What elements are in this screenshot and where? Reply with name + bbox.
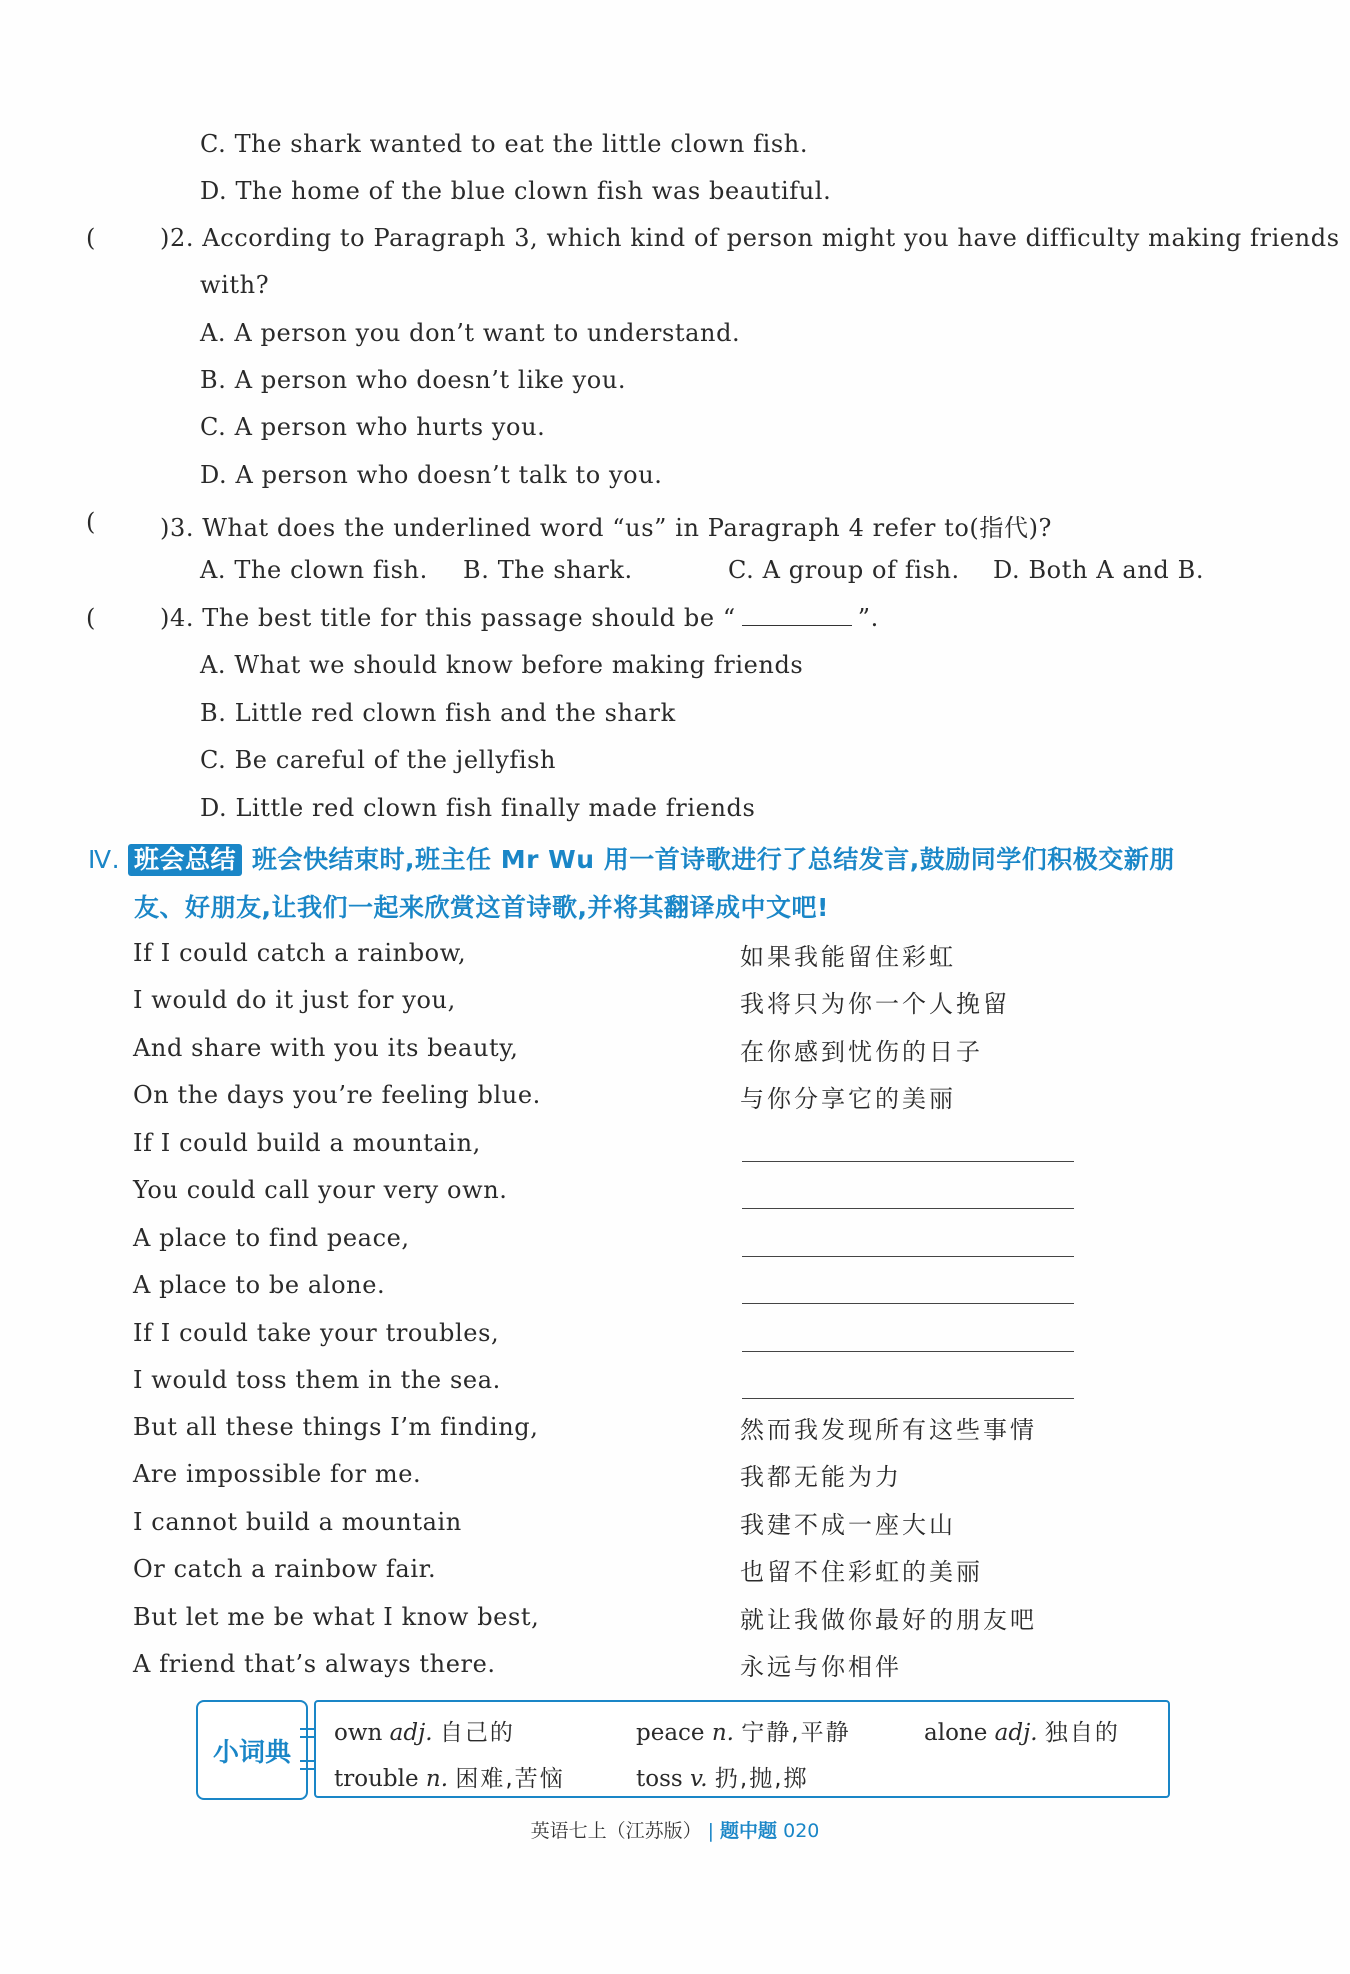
entry-pos: adj. bbox=[389, 1720, 433, 1746]
entry-word: trouble bbox=[334, 1766, 419, 1792]
poem-line-cn: 我建不成一座大山 bbox=[740, 1511, 956, 1539]
poem-line-en: On the days you’re feeling blue. bbox=[133, 1081, 541, 1109]
poem-line-en: You could call your very own. bbox=[133, 1176, 508, 1204]
poem-line-cn: 如果我能留住彩虹 bbox=[740, 943, 956, 971]
q3-option-a: A. The clown fish. bbox=[200, 556, 428, 584]
entry-pos: adj. bbox=[994, 1720, 1038, 1746]
q4-option-a: A. What we should know before making friends bbox=[200, 651, 804, 679]
poem-line-cn: 与你分享它的美丽 bbox=[740, 1085, 956, 1113]
q4-question-end: ”. bbox=[857, 604, 879, 632]
entry-pos: v. bbox=[690, 1766, 708, 1792]
poem-line-cn: 我将只为你一个人挽留 bbox=[740, 990, 1010, 1018]
poem-line-en: If I could take your troubles, bbox=[133, 1319, 500, 1347]
q2-option-a: A. A person you don’t want to understand. bbox=[200, 319, 741, 347]
footer-separator: | bbox=[707, 1820, 715, 1842]
q4-option-b: B. Little red clown fish and the shark bbox=[200, 699, 676, 727]
binder-ring bbox=[300, 1768, 314, 1770]
dictionary-entry bbox=[636, 1760, 809, 1793]
poem-line-en: If I could build a mountain, bbox=[133, 1129, 481, 1157]
dictionary-entry bbox=[636, 1714, 851, 1747]
poem-line-en: A friend that’s always there. bbox=[133, 1650, 496, 1678]
dictionary-entry bbox=[924, 1714, 1120, 1747]
q4-answer-paren[interactable]: ( bbox=[86, 604, 96, 632]
q3-answer-paren[interactable]: ( bbox=[86, 508, 96, 536]
q4-question-start: )4. The best title for this passage should be “ bbox=[160, 604, 736, 632]
poem-line-cn: 就让我做你最好的朋友吧 bbox=[740, 1606, 1037, 1634]
translation-blank[interactable] bbox=[742, 1161, 1074, 1162]
q3-option-d: D. Both A and B. bbox=[993, 556, 1205, 584]
entry-word: own bbox=[334, 1720, 383, 1746]
poem-line-en: I would do it just for you, bbox=[133, 986, 456, 1014]
binder-ring bbox=[300, 1728, 314, 1730]
q3-question: )3. What does the underlined word “us” in Paragraph 4 refer to(指代)? bbox=[160, 514, 1053, 542]
poem-line-en: Are impossible for me. bbox=[133, 1460, 422, 1488]
q1-option-c: C. The shark wanted to eat the little clown fish. bbox=[200, 130, 809, 158]
poem-line-en: I would toss them in the sea. bbox=[133, 1366, 501, 1394]
translation-blank[interactable] bbox=[742, 1256, 1074, 1257]
dictionary-entry bbox=[334, 1714, 515, 1747]
poem-line-en: If I could catch a rainbow, bbox=[133, 939, 467, 967]
translation-blank[interactable] bbox=[742, 1208, 1074, 1209]
poem-line-en: But all these things I’m finding, bbox=[133, 1413, 539, 1441]
section-4-heading bbox=[88, 836, 1288, 932]
section-number: Ⅳ. bbox=[88, 845, 121, 874]
poem-line-en: But let me be what I know best, bbox=[133, 1603, 540, 1631]
q2-question-cont: with? bbox=[200, 271, 270, 299]
poem-line-en: Or catch a rainbow fair. bbox=[133, 1555, 437, 1583]
footer-book-title: 英语七上（江苏版） bbox=[530, 1820, 702, 1842]
entry-meaning: 困难,苦恼 bbox=[455, 1766, 565, 1792]
q2-option-b: B. A person who doesn’t like you. bbox=[200, 366, 627, 394]
binder-ring bbox=[300, 1736, 314, 1738]
poem-line-cn: 永远与你相伴 bbox=[740, 1653, 902, 1681]
translation-blank[interactable] bbox=[742, 1398, 1074, 1399]
poem-line-en: A place to find peace, bbox=[133, 1224, 410, 1252]
poem-line-en: I cannot build a mountain bbox=[133, 1508, 462, 1536]
entry-pos: n. bbox=[425, 1766, 449, 1792]
q4-option-c: C. Be careful of the jellyfish bbox=[200, 746, 557, 774]
mini-dictionary bbox=[196, 1700, 1172, 1798]
q4-option-d: D. Little red clown fish finally made friends bbox=[200, 794, 756, 822]
entry-word: toss bbox=[636, 1766, 683, 1792]
q2-question: )2. According to Paragraph 3, which kind of person might you have difficulty making friends bbox=[160, 224, 1340, 252]
section-tag: 班会总结 bbox=[128, 844, 242, 876]
page-footer bbox=[0, 1816, 1350, 1843]
dictionary-entries bbox=[314, 1700, 1170, 1798]
entry-meaning: 独自的 bbox=[1044, 1720, 1120, 1746]
q2-answer-paren[interactable]: ( bbox=[86, 224, 96, 252]
footer-brand: 题中题 bbox=[720, 1820, 778, 1842]
poem-line-cn: 也留不住彩虹的美丽 bbox=[740, 1558, 983, 1586]
page-number: 020 bbox=[783, 1820, 820, 1842]
entry-meaning: 自己的 bbox=[439, 1720, 515, 1746]
entry-word: alone bbox=[924, 1720, 988, 1746]
poem-line-en: A place to be alone. bbox=[133, 1271, 386, 1299]
entry-pos: n. bbox=[711, 1720, 734, 1746]
entry-meaning: 宁静,平静 bbox=[741, 1720, 851, 1746]
q4-title-blank[interactable] bbox=[742, 605, 852, 626]
dictionary-entry bbox=[334, 1760, 565, 1793]
q4-question bbox=[160, 604, 879, 632]
poem-line-cn: 然而我发现所有这些事情 bbox=[740, 1416, 1037, 1444]
translation-blank[interactable] bbox=[742, 1351, 1074, 1352]
section-instruction-line2: 友、好朋友,让我们一起来欣赏这首诗歌,并将其翻译成中文吧! bbox=[134, 893, 829, 922]
poem-line-cn: 我都无能为力 bbox=[740, 1463, 902, 1491]
q2-option-c: C. A person who hurts you. bbox=[200, 413, 546, 441]
q3-option-c: C. A group of fish. bbox=[728, 556, 960, 584]
q2-option-d: D. A person who doesn’t talk to you. bbox=[200, 461, 663, 489]
q1-option-d: D. The home of the blue clown fish was beautiful. bbox=[200, 177, 832, 205]
binder-ring bbox=[300, 1760, 314, 1762]
poem-line-en: And share with you its beauty, bbox=[133, 1034, 519, 1062]
q3-option-b: B. The shark. bbox=[463, 556, 633, 584]
entry-word: peace bbox=[636, 1720, 705, 1746]
translation-blank[interactable] bbox=[742, 1303, 1074, 1304]
section-instruction-line1: 班会快结束时,班主任 Mr Wu 用一首诗歌进行了总结发言,鼓励同学们积极交新朋 bbox=[252, 845, 1175, 874]
entry-meaning: 扔,抛,掷 bbox=[714, 1766, 809, 1792]
dictionary-label: 小词典 bbox=[196, 1700, 308, 1800]
poem-line-cn: 在你感到忧伤的日子 bbox=[740, 1038, 983, 1066]
